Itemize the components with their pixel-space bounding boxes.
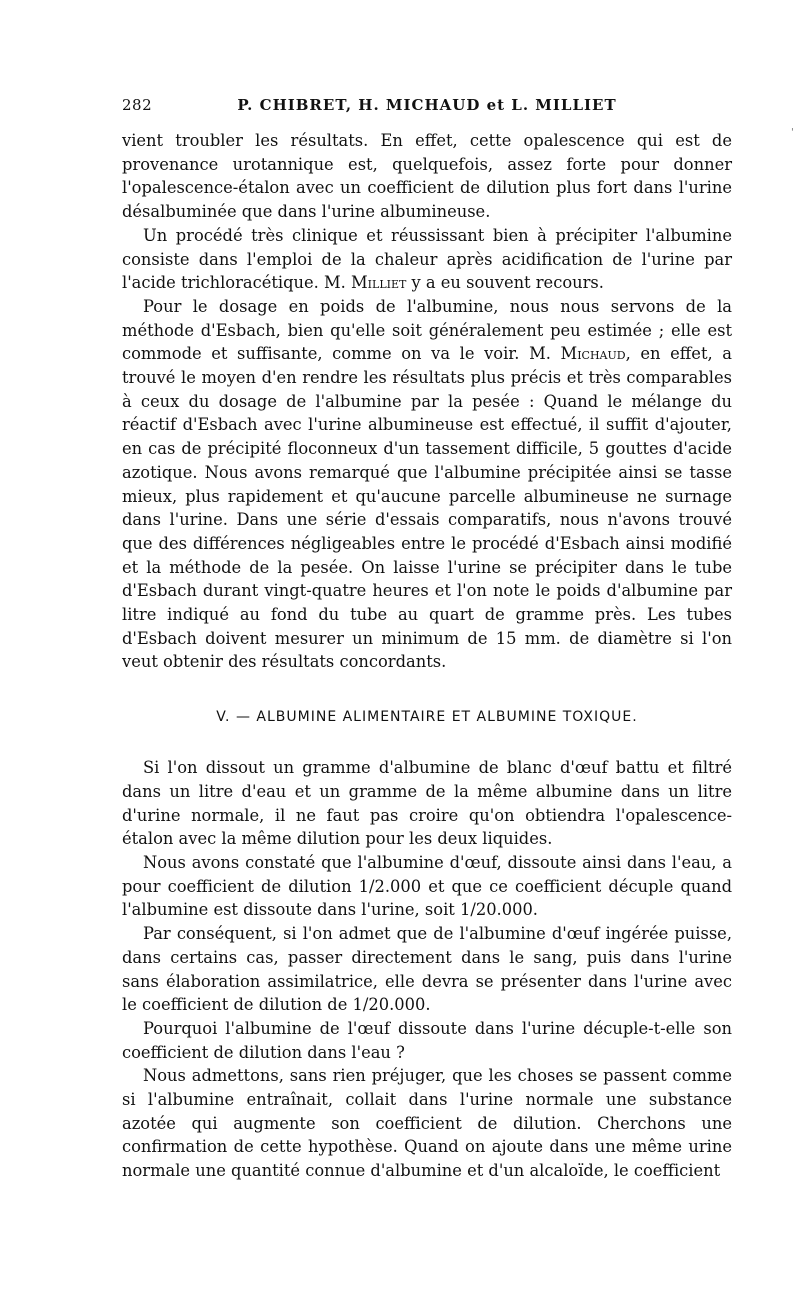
body-text: [122, 129, 732, 1183]
paragraph-4: Si l'on dissout un gramme d'albumine de blanc d'œuf battu et filtré dans un litre d'eau et un gramme de la même albumine dans un litre d'urine normale, il ne faut pas croire qu'on obtiendra l'opalescence-étalon avec la même dilution pour les deux liquides.: [122, 758, 732, 849]
paragraph-2-text-b: y a eu souvent recours.: [411, 273, 604, 293]
paragraph-3-text-b: , en effet, a trouvé le moyen d'en rendre les résultats plus précis et très comparables à ceux du dosage de l'albumine par la pesée : Quand le mélange du réactif d'Esbach avec l'urine albumineuse est effectué, il suffit d'ajouter, en cas de précipité floconneux d'un tassement difficile, 5 gouttes d'acide azotique. Nous avons remarqué que l'albumine précipitée ainsi se tasse mieux, plus rapidement et qu'aucune parcelle albumineuse ne surnage dans l'urine. Dans une série d'essais comparatifs, nous n'avons trouvé que des différences négligeables entre le procédé d'Esbach ainsi modifié et la méthode de la pesée. On laisse l'urine se précipiter dans le tube d'Esbach durant vingt-quatre heures et l'on note le poids d'albumine par litre indiqué au fond du tube au quart de gramme près. Les tubes d'Esbach doivent mesurer un minimum de 15 mm. de diamètre si l'on veut obtenir des résultats concordants.: [122, 344, 732, 672]
paragraph-5: Nous avons constaté que l'albumine d'œuf, dissoute ainsi dans l'eau, a pour coefficient de dilution 1/2.000 et que ce coefficient décuple quand l'albumine est dissoute dans l'urine, soit 1/20.000.: [122, 852, 732, 920]
running-title: P. CHIBRET, H. MICHAUD et L. MILLIET: [237, 96, 617, 114]
paragraph-1: vient troubler les résultats. En effet, cette opalescence qui est de provenance urotannique est, quelquefois, assez forte pour donner l'opalescence-étalon avec un coefficient de dilution plus fort dans l'urine désalbuminée que dans l'urine albumineuse.: [122, 131, 732, 222]
paragraph-6: Par conséquent, si l'on admet que de l'albumine d'œuf ingérée puisse, dans certains cas, passer directement dans le sang, puis dans l'urine sans élaboration assimilatrice, elle devra se présenter dans l'urine avec le coefficient de dilution de 1/20.000.: [122, 924, 732, 1015]
paragraph-7: Pourquoi l'albumine de l'œuf dissoute dans l'urine décuple-t-elle son coefficient de dilution dans l'eau ?: [122, 1018, 732, 1062]
author-name-milliet: Milliet: [351, 273, 407, 293]
page-header: [122, 96, 732, 118]
section-heading: V. — ALBUMINE ALIMENTAIRE ET ALBUMINE TOXIQUE.: [216, 709, 638, 726]
paragraph-3-text-a: Pour le dosage en poids de l'albumine, nous nous servons de la méthode d'Esbach, bien qu'elle soit généralement peu estimée ; elle est commode et suffisante, comme on va le voir. M.: [122, 296, 732, 364]
page-number: 282: [122, 96, 153, 114]
margin-speck: ': [791, 127, 794, 138]
paragraph-8: Nous admettons, sans rien préjuger, que les choses se passent comme si l'albumine entraînait, collait dans l'urine normale une substance azotée qui augmente son coefficient de dilution. Cherchons une confirmation de cette hypothèse. Quand on ajoute dans une même urine normale une quantité connue d'albumine et d'un alcaloïde, le coefficient: [122, 1066, 732, 1181]
paragraph-2: [122, 224, 732, 295]
author-name-michaud: Michaud: [560, 344, 626, 364]
paragraph-2-text-a: Un procédé très clinique et réussissant bien à précipiter l'albumine consiste dans l'emploi de la chaleur après acidification de l'urine par l'acide trichloracétique. M.: [122, 225, 732, 293]
paragraph-3: [122, 295, 732, 674]
